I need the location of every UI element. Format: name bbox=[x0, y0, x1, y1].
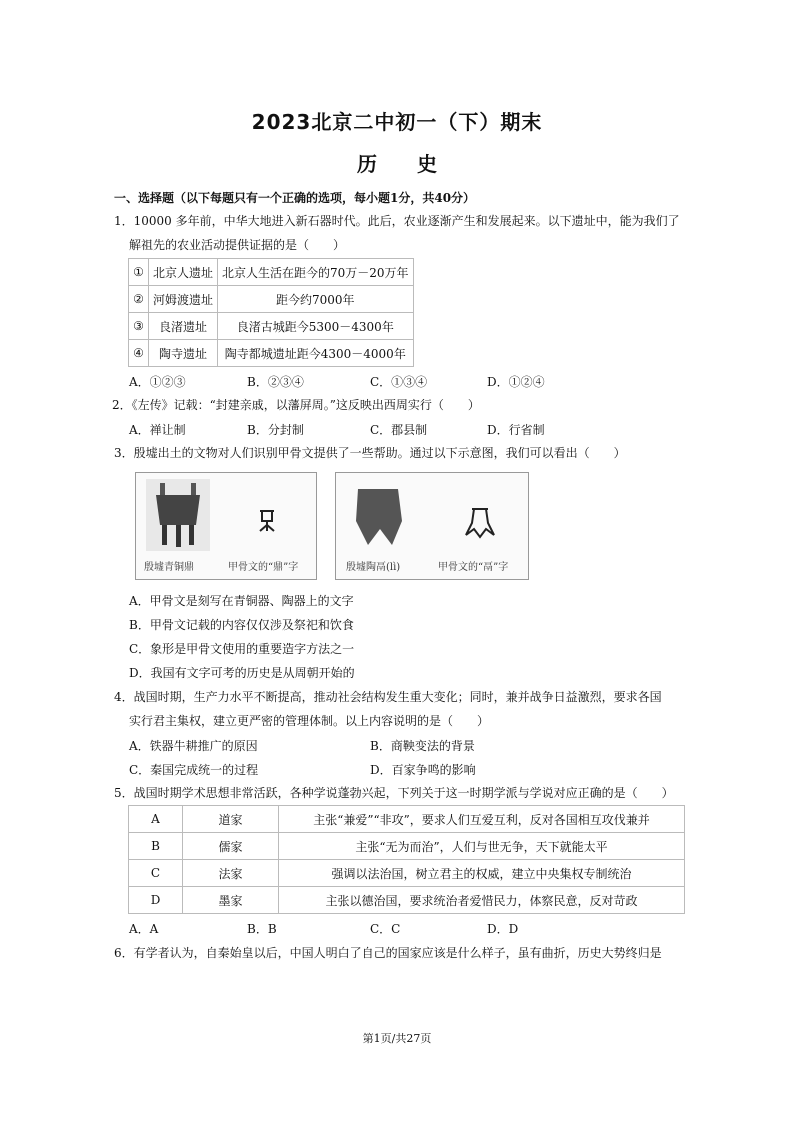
q6-line1: 6．有学者认为，自秦始皇以后，中国人明白了自己的国家应该是什么样子，虽有曲折，历史大势终归是 bbox=[114, 946, 662, 960]
table-cell: 主张“兼爱”“非攻”，要求人们互爱互利，反对各国相互攻伐兼并 bbox=[279, 806, 685, 833]
table-cell: 北京人生活在距今的70万－20万年 bbox=[218, 259, 414, 286]
table-cell: 主张“无为而治”，人们与世无争，天下就能太平 bbox=[279, 833, 685, 860]
table-cell: 道家 bbox=[183, 806, 279, 833]
table-cell: D bbox=[129, 887, 183, 914]
table-cell: 良渚遗址 bbox=[149, 313, 218, 340]
ding-ear-icon bbox=[160, 483, 165, 495]
page-number: 第1页/共27页 bbox=[362, 1032, 432, 1045]
table-cell: 儒家 bbox=[183, 833, 279, 860]
table-row bbox=[129, 313, 414, 340]
q4-line1: 4．战国时期，生产力水平不断提高，推动社会结构发生重大变化；同时，兼并战争日益激烈，要求各国 bbox=[114, 690, 662, 704]
option-b[interactable]: B．②③④ bbox=[247, 375, 304, 389]
table-cell: 陶寺遗址 bbox=[149, 340, 218, 367]
table-row bbox=[129, 259, 414, 286]
option-c[interactable]: C．秦国完成统一的过程 bbox=[129, 763, 259, 777]
q3-option-c[interactable]: C．象形是甲骨文使用的重要造字方法之一 bbox=[129, 642, 355, 656]
caption-bronze-ding: 殷墟青铜鼎 bbox=[144, 562, 194, 573]
li-vessel-icon bbox=[356, 489, 402, 545]
table-cell: ② bbox=[129, 286, 149, 313]
option-d[interactable]: D．百家争鸣的影响 bbox=[370, 763, 476, 777]
option-c[interactable]: C．郡县制 bbox=[370, 423, 428, 437]
q3-line1: 3．殷墟出土的文物对人们识别甲骨文提供了一些帮助。通过以下示意图，我们可以看出（ ） bbox=[114, 446, 626, 460]
oracle-li-glyph-icon bbox=[466, 509, 494, 537]
table-cell: A bbox=[129, 806, 183, 833]
q3-option-a[interactable]: A．甲骨文是刻写在青铜器、陶器上的文字 bbox=[129, 594, 354, 608]
table-cell: B bbox=[129, 833, 183, 860]
q1-table bbox=[128, 258, 414, 367]
table-cell: C bbox=[129, 860, 183, 887]
ding-ear-icon bbox=[191, 483, 196, 495]
caption-oracle-li: 甲骨文的“鬲”字 bbox=[438, 562, 509, 573]
table-row bbox=[129, 887, 685, 914]
table-row bbox=[129, 340, 414, 367]
q1-line2: 解祖先的农业活动提供证据的是（ ） bbox=[129, 238, 346, 252]
table-cell: ① bbox=[129, 259, 149, 286]
caption-pottery-li: 殷墟陶鬲(lì) bbox=[346, 562, 401, 573]
option-d[interactable]: D．行省制 bbox=[487, 423, 545, 437]
table-cell: 良渚古城距今5300－4300年 bbox=[218, 313, 414, 340]
option-c[interactable]: C．①③④ bbox=[370, 375, 428, 389]
q3-option-d[interactable]: D．我国有文字可考的历史是从周朝开始的 bbox=[129, 666, 355, 680]
document-title: 2023北京二中初一（下）期末 bbox=[251, 110, 543, 134]
option-b[interactable]: B．B bbox=[247, 922, 277, 936]
ding-leg-icon bbox=[189, 525, 194, 545]
table-cell: 主张以德治国，要求统治者爱惜民力，体察民意，反对苛政 bbox=[279, 887, 685, 914]
option-d[interactable]: D．D bbox=[487, 922, 519, 936]
option-a[interactable]: A．铁器牛耕推广的原因 bbox=[129, 739, 258, 753]
ding-leg-icon bbox=[162, 525, 167, 545]
q5-line1: 5．战国时期学术思想非常活跃，各种学说蓬勃兴起，下列关于这一时期学派与学说对应正确的是（ ） bbox=[114, 786, 674, 800]
option-a[interactable]: A．A bbox=[129, 922, 159, 936]
option-b[interactable]: B．商鞅变法的背景 bbox=[370, 739, 475, 753]
table-cell: 强调以法治国，树立君主的权威，建立中央集权专制统治 bbox=[279, 860, 685, 887]
q2-line1: 2．《左传》记载：“封建亲戚，以藩屏周。”这反映出西周实行（ ） bbox=[112, 398, 480, 412]
subject-char-1: 历 bbox=[357, 152, 377, 176]
q1-line1: 1．10000 多年前，中华大地进入新石器时代。此后，农业逐渐产生和发展起来。以下遗址中，能为我们了 bbox=[114, 214, 680, 228]
table-cell: 墨家 bbox=[183, 887, 279, 914]
image-bronze-ding bbox=[135, 472, 317, 580]
table-cell: 法家 bbox=[183, 860, 279, 887]
table-row bbox=[129, 806, 685, 833]
subject-char-2: 史 bbox=[417, 152, 437, 176]
table-cell: 北京人遗址 bbox=[149, 259, 218, 286]
table-cell: 陶寺都城遗址距今4300－4000年 bbox=[218, 340, 414, 367]
q5-table bbox=[128, 805, 685, 914]
option-a[interactable]: A．①②③ bbox=[129, 375, 186, 389]
option-c[interactable]: C．C bbox=[370, 922, 401, 936]
subject-heading bbox=[0, 148, 794, 177]
q3-option-b[interactable]: B．甲骨文记载的内容仅仅涉及祭祀和饮食 bbox=[129, 618, 354, 632]
image-pottery-li bbox=[335, 472, 529, 580]
ding-body-icon bbox=[156, 495, 200, 525]
ding-leg-icon bbox=[176, 525, 181, 547]
table-row bbox=[129, 860, 685, 887]
table-row bbox=[129, 833, 685, 860]
option-a[interactable]: A．禅让制 bbox=[129, 423, 186, 437]
table-cell: ③ bbox=[129, 313, 149, 340]
table-cell: ④ bbox=[129, 340, 149, 367]
table-cell: 河姆渡遗址 bbox=[149, 286, 218, 313]
table-cell: 距今约7000年 bbox=[218, 286, 414, 313]
option-b[interactable]: B．分封制 bbox=[247, 423, 304, 437]
caption-oracle-ding: 甲骨文的“鼎”字 bbox=[228, 562, 299, 573]
oracle-ding-glyph-icon bbox=[260, 511, 274, 531]
q4-line2: 实行君主集权，建立更严密的管理体制。以上内容说明的是（ ） bbox=[129, 714, 490, 728]
table-row bbox=[129, 286, 414, 313]
option-d[interactable]: D．①②④ bbox=[487, 375, 545, 389]
section-heading: 一、选择题（以下每题只有一个正确的选项，每小题1分，共40分） bbox=[114, 191, 476, 205]
